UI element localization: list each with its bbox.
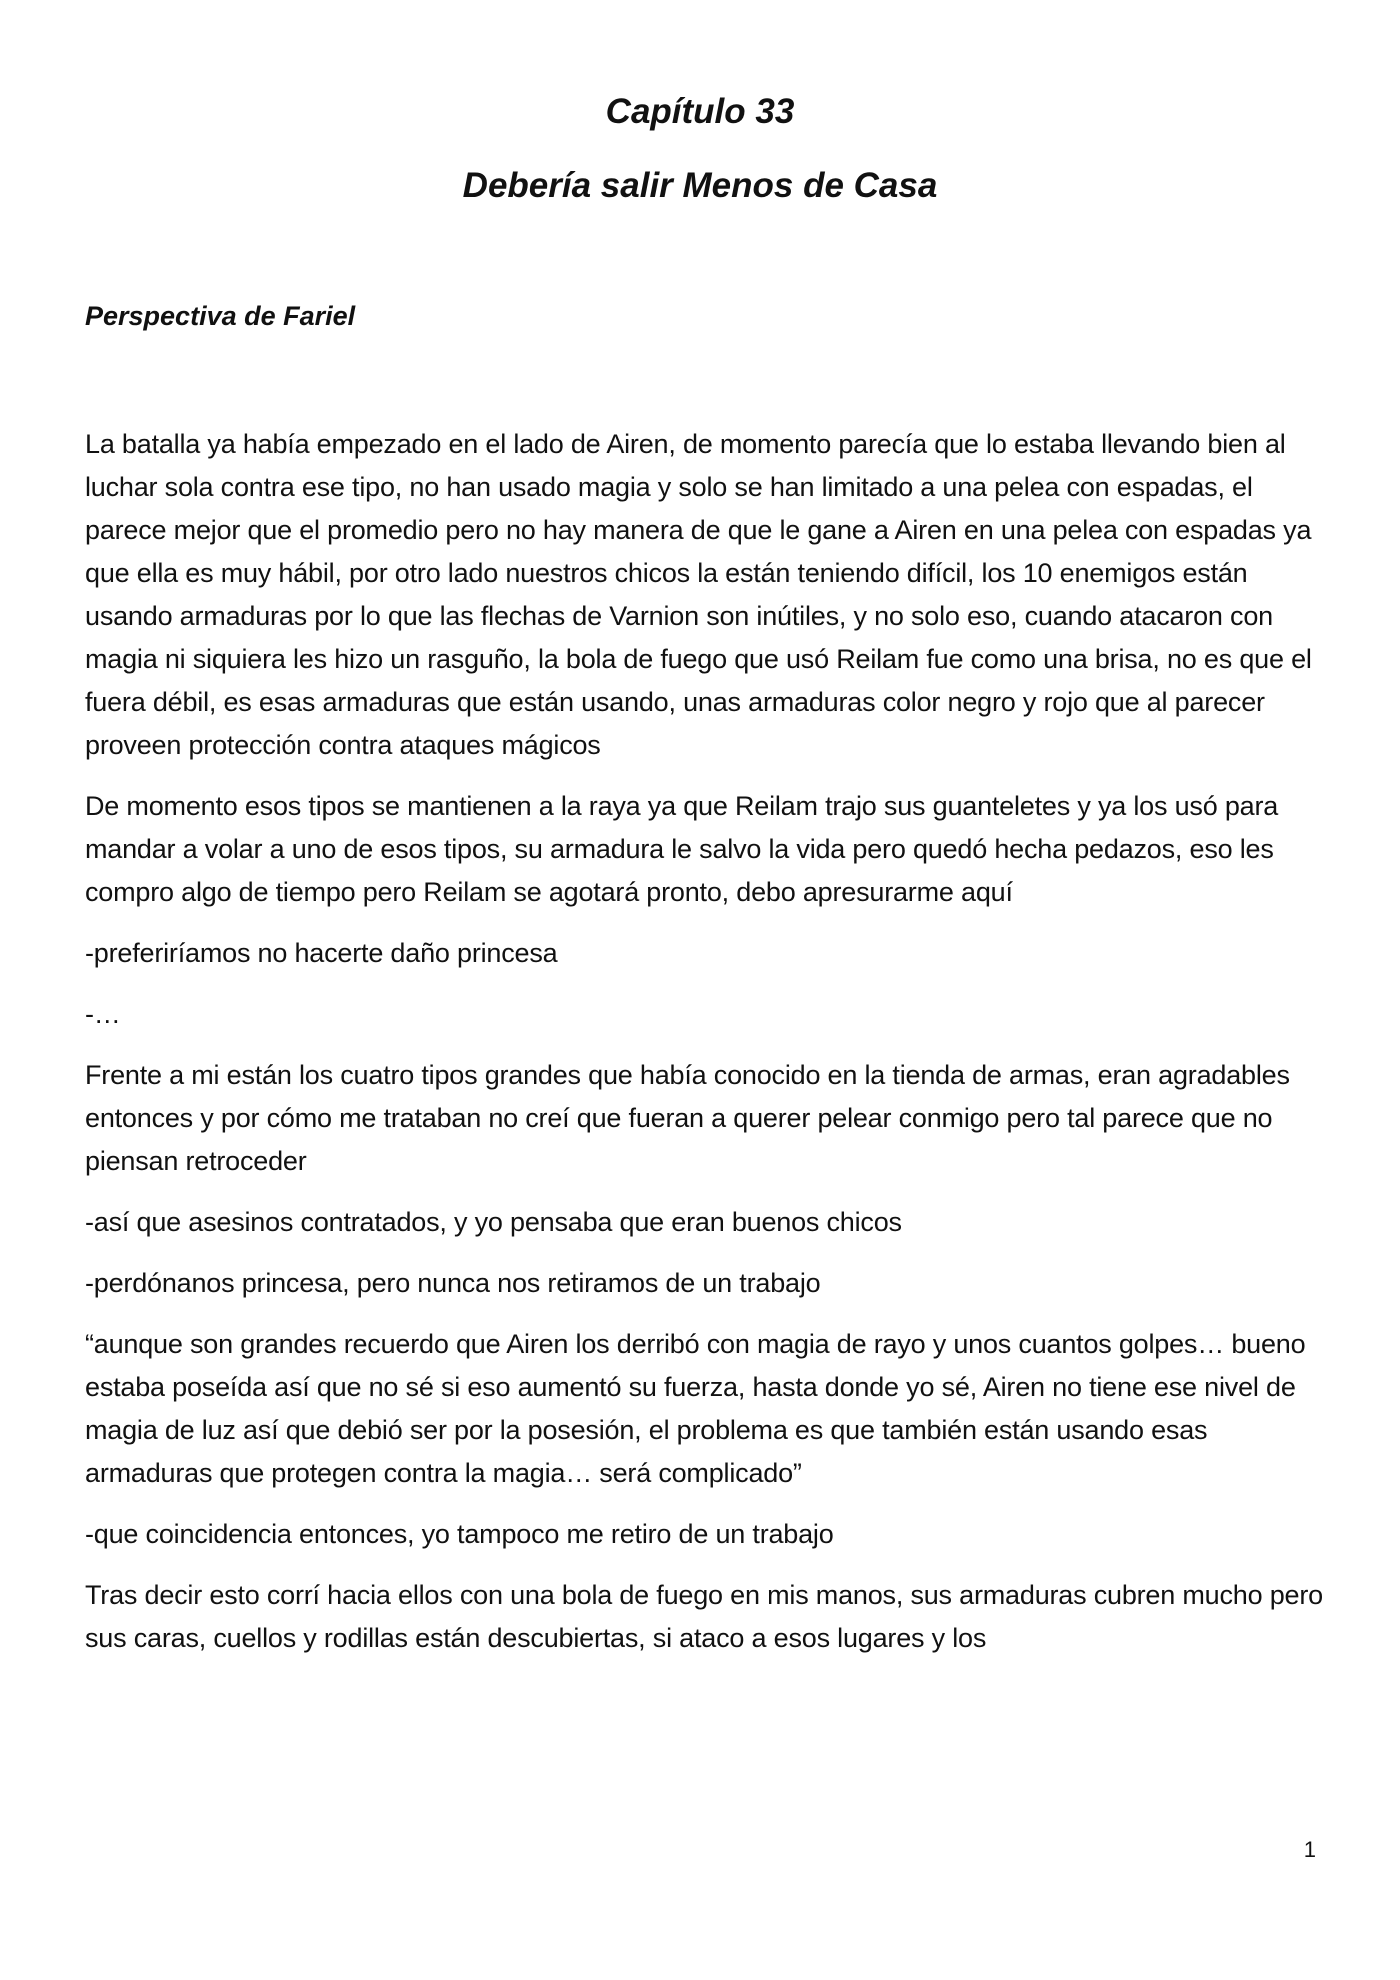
dialogue-line: -así que asesinos contratados, y yo pensaba que eran buenos chicos	[85, 1207, 902, 1237]
dialogue-line: -perdónanos princesa, pero nunca nos retiramos de un trabajo	[85, 1268, 821, 1298]
chapter-number: Capítulo 33	[605, 92, 795, 131]
paragraph: Frente a mi están los cuatro tipos grandes que había conocido en la tienda de armas, eran agradables entonces y por cómo me trataban no creí que fueran a querer pelear conmigo pero tal parece que no piensan retroceder	[85, 1060, 1290, 1176]
dialogue-line: -…	[85, 999, 121, 1029]
paragraph: De momento esos tipos se mantienen a la raya ya que Reilam trajo sus guanteletes y ya los usó para mandar a volar a uno de esos tipos, su armadura le salvo la vida pero quedó hecha pedazos, eso les compro algo de tiempo pero Reilam se agotará pronto, debo apresurarme aquí	[85, 791, 1279, 907]
paragraph: Tras decir esto corrí hacia ellos con una bola de fuego en mis manos, sus armaduras cubren mucho pero sus caras, cuellos y rodillas están descubiertas, si ataco a esos lugares y los	[85, 1580, 1323, 1653]
dialogue-line: -preferiríamos no hacerte daño princesa	[85, 938, 558, 968]
paragraph: La batalla ya había empezado en el lado de Airen, de momento parecía que lo estaba llevando bien al luchar sola contra ese tipo, no han usado magia y solo se han limitado a una pelea con espadas, el parece mejor que el promedio pero no hay manera de que le gane a Airen en una pelea con espadas ya que ella es muy hábil, por otro lado nuestros chicos la están teniendo difícil, los 10 enemigos están usando armaduras por lo que las flechas de Varnion son inútiles, y no solo eso, cuando atacaron con magia ni siquiera les hizo un rasguño, la bola de fuego que usó Reilam fue como una brisa, no es que el fuera débil, es esas armaduras que están usando, unas armaduras color negro y rojo que al parecer proveen protección contra ataques mágicos	[85, 429, 1312, 760]
dialogue-line: -que coincidencia entonces, yo tampoco me retiro de un trabajo	[85, 1519, 834, 1549]
page-number: 1	[1303, 1837, 1316, 1862]
thought-paragraph: “aunque son grandes recuerdo que Airen los derribó con magia de rayo y unos cuantos golpes… bueno estaba poseída así que no sé si eso aumentó su fuerza, hasta donde yo sé, Airen no tiene ese nivel de magia de luz así que debió ser por la posesión, el problema es que también están usando esas armaduras que protegen contra la magia… será complicado”	[85, 1329, 1306, 1488]
chapter-title: Debería salir Menos de Casa	[462, 166, 938, 205]
perspective-heading: Perspectiva de Fariel	[85, 301, 356, 331]
body-text	[85, 423, 1325, 1678]
